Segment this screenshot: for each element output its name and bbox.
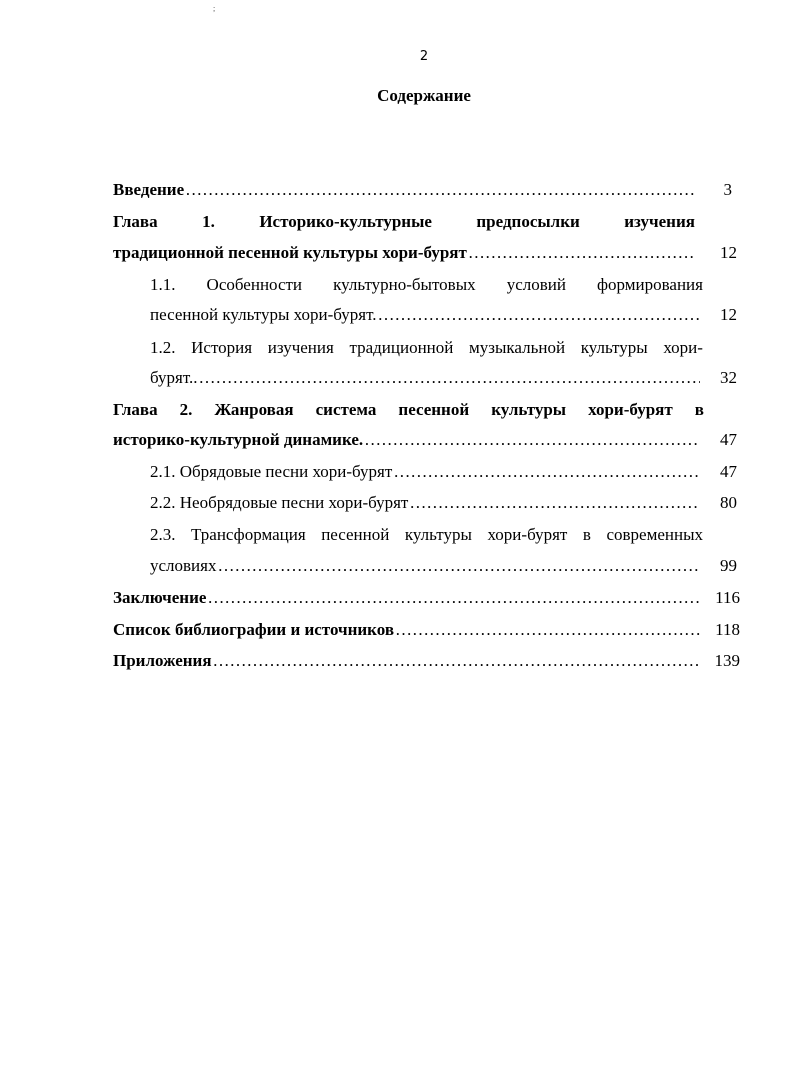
- toc-page-ref: 12: [720, 305, 737, 324]
- toc-entry-chapter1-line1[interactable]: [113, 212, 695, 232]
- toc-entry-s1-1-line1[interactable]: [150, 275, 703, 295]
- word: Историко-культурные: [259, 212, 432, 231]
- toc-entry-label: Список библиографии и источников: [113, 620, 395, 639]
- toc-entry-s2-2[interactable]: [150, 493, 700, 513]
- toc-page-ref: 139: [714, 651, 740, 670]
- toc-page-ref: 99: [720, 556, 737, 575]
- toc-page-ref: 47: [720, 462, 737, 481]
- toc-entry-s1-2-line1[interactable]: [150, 338, 703, 358]
- word: песенной: [321, 525, 390, 544]
- toc-entry-chapter1-line2[interactable]: [113, 243, 695, 263]
- toc-entry-label: Заключение: [113, 588, 207, 607]
- toc-entry-label: историко-культурной динамике.: [113, 430, 364, 449]
- toc-entry-conclusion[interactable]: [113, 588, 700, 608]
- word: культуры: [491, 400, 567, 419]
- toc-entry-s2-3-line1[interactable]: [150, 525, 703, 545]
- scan-mark: ;: [213, 4, 216, 13]
- word: Глава: [113, 212, 158, 231]
- toc-entry-s1-2-line2[interactable]: [150, 368, 700, 388]
- word: условий: [506, 275, 566, 294]
- toc-page-ref: 47: [720, 430, 737, 449]
- word: культурно-бытовых: [333, 275, 476, 294]
- dot-leader: [207, 588, 700, 608]
- word: 1.2.: [150, 338, 176, 357]
- word: Трансформация: [191, 525, 306, 544]
- word: 2.: [179, 400, 193, 419]
- word: Жанровая: [214, 400, 294, 419]
- word: музыкальной: [469, 338, 566, 357]
- dot-leader: [213, 651, 700, 671]
- word: 1.: [202, 212, 215, 231]
- toc-entry-chapter2-line1[interactable]: [113, 400, 704, 420]
- word: хори-: [663, 338, 703, 357]
- toc-entry-label: бурят..: [150, 368, 198, 387]
- toc-entry-label: Приложения: [113, 651, 212, 670]
- word: 2.3.: [150, 525, 176, 544]
- word: хори-бурят: [487, 525, 568, 544]
- toc-entry-chapter2-line2[interactable]: [113, 430, 700, 450]
- word: формирования: [597, 275, 703, 294]
- dot-leader: [185, 180, 695, 200]
- toc-entry-label: песенной культуры хори-бурят.: [150, 305, 377, 324]
- dot-leader: [377, 305, 700, 325]
- word: культуры: [404, 525, 472, 544]
- dot-leader: [393, 462, 700, 482]
- word: современных: [606, 525, 703, 544]
- dot-leader: [217, 556, 700, 576]
- toc-page-ref: 116: [715, 588, 740, 607]
- word: Особенности: [206, 275, 303, 294]
- toc-entry-label: традиционной песенной культуры хори-бурят: [113, 243, 467, 262]
- word: История: [191, 338, 253, 357]
- toc-entry-appendices[interactable]: [113, 651, 700, 671]
- word: предпосылки: [476, 212, 580, 231]
- toc-entry-s1-1-line2[interactable]: [150, 305, 700, 325]
- page-title: Содержание: [377, 86, 471, 105]
- toc-entry-s2-1[interactable]: [150, 462, 700, 482]
- page-number: 2: [419, 49, 429, 64]
- dot-leader: [364, 430, 700, 450]
- toc-page-ref: 118: [715, 620, 740, 639]
- toc-entry-label: 2.1. Обрядовые песни хори-бурят: [150, 462, 393, 481]
- toc-page-ref: 3: [723, 180, 732, 199]
- word: традиционной: [349, 338, 454, 357]
- dot-leader: [198, 368, 700, 388]
- word: изучения: [624, 212, 695, 231]
- word: культуры: [580, 338, 648, 357]
- word: 1.1.: [150, 275, 176, 294]
- dot-leader: [468, 243, 695, 263]
- word: изучения: [267, 338, 334, 357]
- word: в: [694, 400, 704, 419]
- toc-entry-bibliography[interactable]: [113, 620, 700, 640]
- toc-page-ref: 12: [720, 243, 737, 262]
- toc-page-ref: 80: [720, 493, 737, 512]
- toc-entry-label: Введение: [113, 180, 185, 199]
- word: хори-бурят: [588, 400, 673, 419]
- word: в: [582, 525, 591, 544]
- toc-entry-s2-3-line2[interactable]: [150, 556, 700, 576]
- toc-page-ref: 32: [720, 368, 737, 387]
- dot-leader: [395, 620, 700, 640]
- toc-entry-label: условиях: [150, 556, 217, 575]
- word: Глава: [113, 400, 158, 419]
- dot-leader: [409, 493, 700, 513]
- toc-entry-label: 2.2. Необрядовые песни хори-бурят: [150, 493, 409, 512]
- toc-entry-intro[interactable]: [113, 180, 695, 200]
- word: система: [315, 400, 377, 419]
- word: песенной: [398, 400, 470, 419]
